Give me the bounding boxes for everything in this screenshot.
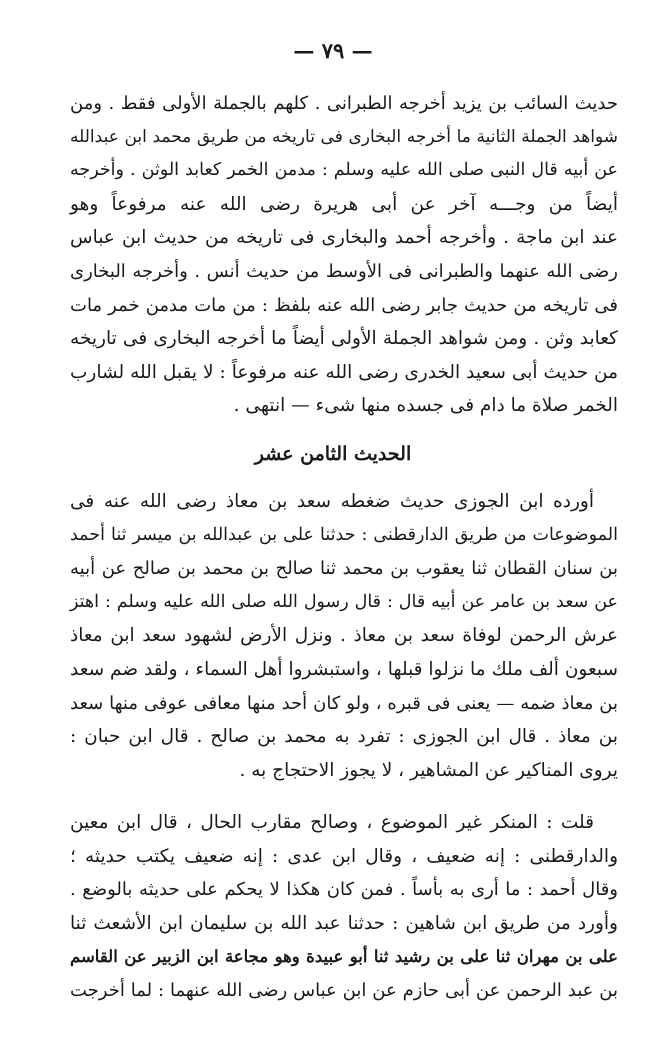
- text-line: قلت : المنكر غير الموضوع ، وصالح مقارب الحال ، قال ابن معين: [70, 812, 594, 833]
- text-line: عرش الرحمن لوفاة سعد بن معاذ . ونزل الأرض لشهود سعد ابن معاذ: [70, 625, 618, 647]
- text-line: حديث السائب بن يزيد أخرجه الطبرانى . كلهم بالجملة الأولى فقط . ومن: [70, 93, 618, 114]
- text-line: عند ابن ماجة . وأخرجه أحمد والبخارى فى تاريخه من حديث ابن عباس: [70, 227, 618, 249]
- page-number: — ٧٩ —: [293, 38, 373, 63]
- text-line: فى تاريخه من حديث جابر رضى الله عنه بلفظ : من مات مدمن خمر مات: [70, 294, 618, 316]
- text-line: عن سعد بن عامر عن أبيه قال : قال رسول الله صلى الله عليه وسلم : اهتز: [70, 591, 618, 612]
- text-line: من حديث أبى سعيد الخدرى رضى الله عنه مرفوعاً : لا يقبل الله لشارب: [70, 361, 618, 383]
- text-line: الموضوعات من طريق الدارقطنى : حدثنا على بن عبدالله بن ميسر ثنا أحمد: [70, 524, 618, 545]
- text-line: على بن مهران ثنا على بن رشيد ثنا أبو عبيدة وهو مجاعة ابن الزبير عن القاسم: [70, 947, 618, 967]
- text-line: الخمر صلاة ما دام فى جسده منها شىء — انتهى .: [233, 395, 618, 417]
- text-line: أورده ابن الجوزى حديث ضغطه سعد بن معاذ رضى الله عنه فى: [70, 491, 594, 512]
- text-line: أيضاً من وجـــه آخر عن أبى هريرة رضى الله عنه مرفوعاً وهو: [70, 193, 618, 215]
- text-line: وأورد من طريق ابن شاهين : حدثنا عبد الله بن سليمان ابن الأشعث ثنا: [70, 912, 618, 934]
- text-line: رضى الله عنهما والطبرانى فى الأوسط من حديث أنس . وأخرجه البخارى: [70, 260, 618, 282]
- section-heading: الحديث الثامن عشر: [254, 443, 412, 465]
- text-line: بن معاذ . قال ابن الجوزى : تفرد به محمد بن صالح . قال ابن حبان :: [70, 726, 618, 748]
- text-line: والدارقطنى : إنه ضعيف ، وقال ابن عدى : إنه ضعيف يكتب حديثه ؛: [70, 845, 618, 867]
- text-line: يروى المناكير عن المشاهير ، لا يجوز الاحتجاج به .: [239, 759, 618, 781]
- text-line: وقال أحمد : ما أرى به بأساً . فمن كان هكذا لا يحكم على حديثه بالوضع .: [70, 879, 618, 901]
- text-line: سبعون ألف ملك ما نزلوا قبلها ، واستبشروا أهل السماء ، ولقد ضم سعد: [70, 658, 618, 680]
- text-line: بن سنان القطان ثنا يعقوب بن محمد ثنا صالح بن محمد بن صالح عن أبيه: [70, 558, 618, 580]
- text-line: بن عبد الرحمن عن أبى حازم عن ابن عباس رضى الله عنهما : لما أخرجت: [70, 979, 618, 1001]
- paragraph-1: [70, 87, 618, 423]
- text-line: شواهد الجملة الثانية ما أخرجه البخارى فى تاريخه من طريق محمد ابن عبدالله: [70, 126, 618, 147]
- text-line: بن معاذ ضمه — يعنى فى قبره ، ولو كان أحد منها معافى عوفى منها سعد: [70, 692, 618, 714]
- text-line: عن أبيه قال النبى صلى الله عليه وسلم : مدمن الخمر كعابد الوثن . وأخرجه: [70, 160, 618, 181]
- paragraph-2: [70, 485, 618, 787]
- text-line: كعابد وثن . ومن شواهد الجملة الأولى أيضاً ما أخرجه البخارى فى تاريخه: [70, 328, 618, 350]
- paragraph-3: [70, 806, 618, 1008]
